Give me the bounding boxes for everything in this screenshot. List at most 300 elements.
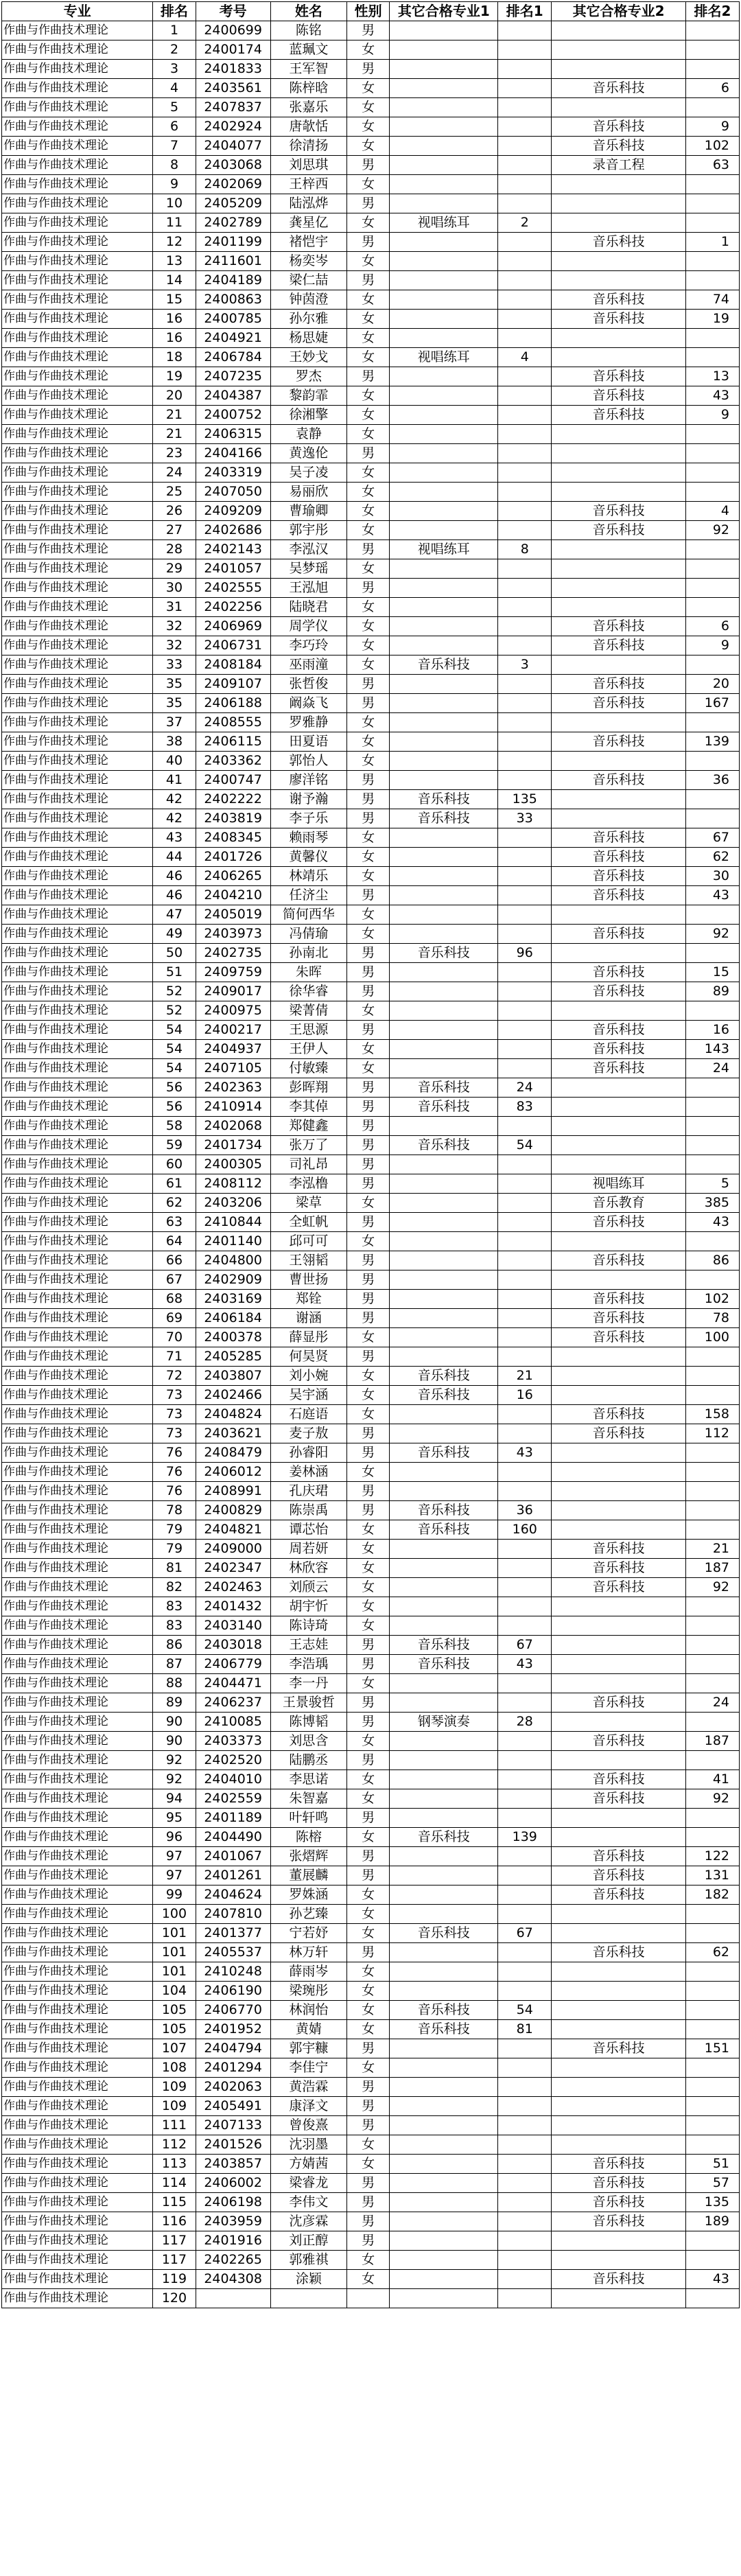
rank-1-cell	[498, 40, 552, 60]
rank-1-cell	[498, 2039, 552, 2058]
exam-id-cell: 2404166	[196, 444, 270, 463]
exam-id-cell: 2402265	[196, 2251, 270, 2270]
other-major-2-cell: 音乐科技	[552, 1866, 686, 1885]
major-cell: 作曲与作曲技术理论	[2, 1194, 153, 1213]
header-row	[2, 2, 740, 21]
gender-cell: 男	[346, 156, 389, 175]
rank-2-cell: 182	[686, 1885, 740, 1905]
rank-cell: 37	[153, 713, 196, 732]
gender-cell: 男	[346, 694, 389, 713]
other-major-1-cell	[390, 1328, 498, 1347]
gender-cell: 男	[346, 1117, 389, 1136]
table-row	[2, 905, 740, 925]
rank-2-cell	[686, 444, 740, 463]
gender-cell: 男	[346, 1270, 389, 1290]
exam-id-cell: 2400975	[196, 1001, 270, 1021]
name-cell: 黄馨仪	[270, 848, 346, 867]
table-row	[2, 1982, 740, 2001]
other-major-2-cell	[552, 1117, 686, 1136]
rank-cell: 117	[153, 2251, 196, 2270]
rank-cell: 96	[153, 1828, 196, 1847]
rank-2-cell: 30	[686, 867, 740, 886]
other-major-1-cell: 视唱练耳	[390, 213, 498, 233]
rank-2-cell	[686, 1809, 740, 1828]
rank-cell: 104	[153, 1982, 196, 2001]
other-major-1-cell	[390, 1943, 498, 1962]
rank-1-cell: 160	[498, 1520, 552, 1540]
other-major-2-cell: 视唱练耳	[552, 1174, 686, 1194]
exam-id-cell: 2406002	[196, 2174, 270, 2193]
major-cell: 作曲与作曲技术理论	[2, 1155, 153, 1174]
rank-1-cell	[498, 1482, 552, 1501]
rank-1-cell: 3	[498, 655, 552, 675]
other-major-1-cell	[390, 2251, 498, 2270]
major-cell: 作曲与作曲技术理论	[2, 1828, 153, 1847]
rank-cell: 105	[153, 2020, 196, 2039]
major-cell: 作曲与作曲技术理论	[2, 1809, 153, 1828]
other-major-1-cell	[390, 1021, 498, 1040]
rank-2-cell	[686, 1270, 740, 1290]
gender-cell: 男	[346, 1251, 389, 1270]
other-major-2-cell	[552, 40, 686, 60]
table-row	[2, 1098, 740, 1117]
rank-1-cell	[498, 636, 552, 655]
gender-cell: 男	[346, 367, 389, 386]
table-row	[2, 2231, 740, 2251]
major-cell: 作曲与作曲技术理论	[2, 732, 153, 752]
other-major-1-cell	[390, 905, 498, 925]
table-row	[2, 540, 740, 559]
col-header-rank-2: 排名2	[686, 2, 740, 21]
table-row	[2, 1501, 740, 1520]
col-header-name: 姓名	[270, 2, 346, 21]
other-major-1-cell	[390, 636, 498, 655]
gender-cell: 女	[346, 1386, 389, 1405]
rank-2-cell	[686, 40, 740, 60]
table-row	[2, 2116, 740, 2135]
table-row	[2, 752, 740, 771]
table-row	[2, 886, 740, 905]
other-major-1-cell	[390, 194, 498, 213]
rank-cell: 10	[153, 194, 196, 213]
table-row	[2, 1751, 740, 1770]
rank-cell: 72	[153, 1367, 196, 1386]
rank-cell: 101	[153, 1962, 196, 1982]
name-cell: 刘正醇	[270, 2231, 346, 2251]
rank-1-cell	[498, 1405, 552, 1424]
other-major-1-cell	[390, 2174, 498, 2193]
exam-id-cell: 2403621	[196, 1424, 270, 1443]
other-major-1-cell	[390, 675, 498, 694]
gender-cell: 男	[346, 1866, 389, 1885]
rank-2-cell: 102	[686, 137, 740, 156]
rank-cell: 54	[153, 1021, 196, 1040]
other-major-2-cell: 音乐科技	[552, 2174, 686, 2193]
major-cell: 作曲与作曲技术理论	[2, 1847, 153, 1866]
rank-cell: 73	[153, 1424, 196, 1443]
gender-cell: 男	[346, 886, 389, 905]
other-major-1-cell	[390, 137, 498, 156]
name-cell: 李子乐	[270, 809, 346, 828]
rank-2-cell: 89	[686, 982, 740, 1001]
other-major-2-cell	[552, 213, 686, 233]
table-row	[2, 1885, 740, 1905]
other-major-2-cell	[552, 2058, 686, 2078]
rank-2-cell: 24	[686, 1059, 740, 1078]
table-row	[2, 982, 740, 1001]
major-cell: 作曲与作曲技术理论	[2, 137, 153, 156]
rank-cell: 52	[153, 1001, 196, 1021]
other-major-1-cell	[390, 1789, 498, 1809]
other-major-2-cell: 音乐科技	[552, 117, 686, 137]
rank-cell: 119	[153, 2270, 196, 2289]
exam-id-cell: 2402466	[196, 1386, 270, 1405]
rank-2-cell: 16	[686, 1021, 740, 1040]
exam-id-cell: 2409209	[196, 502, 270, 521]
major-cell: 作曲与作曲技术理论	[2, 2078, 153, 2097]
exam-id-cell: 2400699	[196, 21, 270, 40]
rank-cell: 120	[153, 2289, 196, 2308]
exam-id-cell: 2403206	[196, 1194, 270, 1213]
rank-1-cell	[498, 1578, 552, 1597]
name-cell: 李泓橹	[270, 1174, 346, 1194]
major-cell: 作曲与作曲技术理论	[2, 2270, 153, 2289]
exam-id-cell: 2403362	[196, 752, 270, 771]
major-cell: 作曲与作曲技术理论	[2, 1905, 153, 1924]
exam-id-cell: 2402222	[196, 790, 270, 809]
table-row	[2, 1789, 740, 1809]
exam-id-cell: 2408555	[196, 713, 270, 732]
gender-cell: 男	[346, 675, 389, 694]
major-cell: 作曲与作曲技术理论	[2, 271, 153, 290]
table-row	[2, 60, 740, 79]
table-row	[2, 2270, 740, 2289]
rank-2-cell	[686, 1962, 740, 1982]
rank-2-cell	[686, 1386, 740, 1405]
gender-cell: 女	[346, 1616, 389, 1636]
exam-id-cell: 2401199	[196, 233, 270, 252]
other-major-1-cell	[390, 1482, 498, 1501]
other-major-2-cell: 音乐科技	[552, 732, 686, 752]
other-major-1-cell	[390, 463, 498, 483]
rank-cell: 21	[153, 406, 196, 425]
other-major-1-cell: 音乐科技	[390, 1828, 498, 1847]
other-major-2-cell	[552, 21, 686, 40]
exam-id-cell: 2401526	[196, 2135, 270, 2155]
major-cell: 作曲与作曲技术理论	[2, 925, 153, 944]
name-cell: 田夏语	[270, 732, 346, 752]
major-cell: 作曲与作曲技术理论	[2, 194, 153, 213]
other-major-1-cell	[390, 713, 498, 732]
major-cell: 作曲与作曲技术理论	[2, 655, 153, 675]
rank-cell: 6	[153, 117, 196, 137]
rank-cell: 54	[153, 1059, 196, 1078]
rank-1-cell: 28	[498, 1713, 552, 1732]
major-cell: 作曲与作曲技术理论	[2, 213, 153, 233]
exam-id-cell: 2403819	[196, 809, 270, 828]
table-row	[2, 1251, 740, 1270]
rank-2-cell	[686, 1347, 740, 1367]
other-major-1-cell	[390, 1962, 498, 1982]
major-cell: 作曲与作曲技术理论	[2, 1251, 153, 1270]
rank-1-cell	[498, 848, 552, 867]
major-cell: 作曲与作曲技术理论	[2, 2155, 153, 2174]
rank-1-cell	[498, 233, 552, 252]
rank-cell: 44	[153, 848, 196, 867]
exam-id-cell: 2401734	[196, 1136, 270, 1155]
major-cell: 作曲与作曲技术理论	[2, 1232, 153, 1251]
rank-1-cell	[498, 905, 552, 925]
rank-2-cell	[686, 329, 740, 348]
rank-2-cell	[686, 713, 740, 732]
rank-2-cell: 100	[686, 1328, 740, 1347]
gender-cell: 女	[346, 828, 389, 848]
other-major-2-cell: 音乐科技	[552, 1309, 686, 1328]
major-cell: 作曲与作曲技术理论	[2, 1174, 153, 1194]
gender-cell: 男	[346, 790, 389, 809]
rank-cell: 27	[153, 521, 196, 540]
table-row	[2, 655, 740, 675]
gender-cell: 女	[346, 483, 389, 502]
exam-id-cell: 2402347	[196, 1559, 270, 1578]
name-cell: 黄婧	[270, 2020, 346, 2039]
table-row	[2, 1405, 740, 1424]
major-cell: 作曲与作曲技术理论	[2, 1367, 153, 1386]
col-header-major: 专业	[2, 2, 153, 21]
gender-cell: 男	[346, 444, 389, 463]
table-row	[2, 1424, 740, 1443]
name-cell: 杨思婕	[270, 329, 346, 348]
rank-2-cell: 143	[686, 1040, 740, 1059]
col-header-other-major-2: 其它合格专业2	[552, 2, 686, 21]
gender-cell: 女	[346, 2020, 389, 2039]
table-row	[2, 1232, 740, 1251]
other-major-1-cell: 音乐科技	[390, 790, 498, 809]
rank-2-cell	[686, 1616, 740, 1636]
gender-cell: 女	[346, 290, 389, 310]
rank-1-cell	[498, 310, 552, 329]
gender-cell: 男	[346, 1424, 389, 1443]
rank-1-cell	[498, 579, 552, 598]
rank-1-cell	[498, 502, 552, 521]
other-major-2-cell	[552, 1443, 686, 1463]
other-major-2-cell	[552, 559, 686, 579]
major-cell: 作曲与作曲技术理论	[2, 1405, 153, 1424]
name-cell: 林欣容	[270, 1559, 346, 1578]
rank-2-cell: 63	[686, 156, 740, 175]
rank-cell: 73	[153, 1386, 196, 1405]
other-major-2-cell	[552, 98, 686, 117]
other-major-2-cell	[552, 1367, 686, 1386]
rank-1-cell	[498, 2251, 552, 2270]
table-row	[2, 175, 740, 194]
table-row	[2, 1616, 740, 1636]
other-major-1-cell	[390, 848, 498, 867]
table-row	[2, 386, 740, 406]
gender-cell: 女	[346, 1232, 389, 1251]
name-cell: 陈博韬	[270, 1713, 346, 1732]
gender-cell: 男	[346, 21, 389, 40]
other-major-2-cell	[552, 1520, 686, 1540]
exam-id-cell: 2402686	[196, 521, 270, 540]
rank-2-cell	[686, 1674, 740, 1693]
major-cell: 作曲与作曲技术理论	[2, 1924, 153, 1943]
major-cell: 作曲与作曲技术理论	[2, 1693, 153, 1713]
rank-cell: 111	[153, 2116, 196, 2135]
major-cell: 作曲与作曲技术理论	[2, 156, 153, 175]
table-row	[2, 2212, 740, 2231]
rank-cell: 35	[153, 694, 196, 713]
exam-id-cell: 2403807	[196, 1367, 270, 1386]
exam-id-cell: 2400752	[196, 406, 270, 425]
rank-2-cell	[686, 1982, 740, 2001]
table-row	[2, 483, 740, 502]
major-cell: 作曲与作曲技术理论	[2, 1270, 153, 1290]
rank-cell: 107	[153, 2039, 196, 2058]
name-cell: 刘思含	[270, 1732, 346, 1751]
rank-2-cell	[686, 1501, 740, 1520]
gender-cell: 女	[346, 1982, 389, 2001]
col-header-rank: 排名	[153, 2, 196, 21]
other-major-1-cell	[390, 1578, 498, 1597]
exam-id-cell	[196, 2289, 270, 2308]
major-cell: 作曲与作曲技术理论	[2, 2289, 153, 2308]
major-cell: 作曲与作曲技术理论	[2, 386, 153, 406]
name-cell: 唐欹恬	[270, 117, 346, 137]
other-major-2-cell	[552, 1482, 686, 1501]
name-cell: 沈羽墨	[270, 2135, 346, 2155]
rank-cell: 38	[153, 732, 196, 752]
name-cell: 巫雨潼	[270, 655, 346, 675]
other-major-1-cell	[390, 252, 498, 271]
other-major-1-cell: 音乐科技	[390, 655, 498, 675]
rank-1-cell	[498, 117, 552, 137]
exam-id-cell: 2406188	[196, 694, 270, 713]
rank-2-cell	[686, 790, 740, 809]
other-major-1-cell	[390, 1751, 498, 1770]
other-major-1-cell	[390, 117, 498, 137]
rank-cell: 46	[153, 867, 196, 886]
other-major-2-cell: 音乐科技	[552, 675, 686, 694]
other-major-1-cell: 音乐科技	[390, 1520, 498, 1540]
major-cell: 作曲与作曲技术理论	[2, 2058, 153, 2078]
other-major-2-cell	[552, 1828, 686, 1847]
other-major-2-cell: 音乐科技	[552, 867, 686, 886]
rank-2-cell	[686, 1828, 740, 1847]
table-row	[2, 444, 740, 463]
rank-cell: 42	[153, 809, 196, 828]
name-cell: 彭晖翔	[270, 1078, 346, 1098]
rank-cell: 113	[153, 2155, 196, 2174]
table-row	[2, 925, 740, 944]
rank-2-cell: 51	[686, 2155, 740, 2174]
rank-1-cell	[498, 752, 552, 771]
table-row	[2, 1943, 740, 1962]
rank-1-cell	[498, 1943, 552, 1962]
other-major-1-cell: 音乐科技	[390, 809, 498, 828]
name-cell: 黄浩霖	[270, 2078, 346, 2097]
rank-1-cell	[498, 1251, 552, 1270]
name-cell: 林万轩	[270, 1943, 346, 1962]
rank-cell: 52	[153, 982, 196, 1001]
exam-id-cell: 2410085	[196, 1713, 270, 1732]
major-cell: 作曲与作曲技术理论	[2, 1540, 153, 1559]
exam-id-cell: 2406265	[196, 867, 270, 886]
other-major-2-cell: 音乐科技	[552, 2212, 686, 2231]
exam-id-cell: 2405491	[196, 2097, 270, 2116]
table-row	[2, 521, 740, 540]
major-cell: 作曲与作曲技术理论	[2, 1962, 153, 1982]
name-cell: 曹世扬	[270, 1270, 346, 1290]
table-row	[2, 1732, 740, 1751]
rank-1-cell	[498, 617, 552, 636]
gender-cell: 女	[346, 79, 389, 98]
name-cell: 王妙戈	[270, 348, 346, 367]
other-major-1-cell: 视唱练耳	[390, 348, 498, 367]
rank-1-cell: 24	[498, 1078, 552, 1098]
exam-id-cell: 2402363	[196, 1078, 270, 1098]
exam-id-cell: 2402069	[196, 175, 270, 194]
name-cell: 王泓旭	[270, 579, 346, 598]
gender-cell: 女	[346, 1520, 389, 1540]
exam-id-cell: 2401377	[196, 1924, 270, 1943]
name-cell: 陈崇禹	[270, 1501, 346, 1520]
name-cell: 梁仁喆	[270, 271, 346, 290]
table-row	[2, 271, 740, 290]
name-cell: 褚恺宇	[270, 233, 346, 252]
major-cell: 作曲与作曲技术理论	[2, 1655, 153, 1674]
major-cell: 作曲与作曲技术理论	[2, 540, 153, 559]
rank-cell: 60	[153, 1155, 196, 1174]
table-row	[2, 1713, 740, 1732]
rank-1-cell	[498, 2270, 552, 2289]
gender-cell: 女	[346, 1328, 389, 1347]
rank-2-cell	[686, 905, 740, 925]
gender-cell: 女	[346, 1405, 389, 1424]
rank-1-cell: 33	[498, 809, 552, 828]
exam-id-cell: 2401261	[196, 1866, 270, 1885]
col-header-gender: 性别	[346, 2, 389, 21]
table-row	[2, 1597, 740, 1616]
rank-cell: 115	[153, 2193, 196, 2212]
other-major-2-cell: 录音工程	[552, 156, 686, 175]
exam-id-cell: 2403319	[196, 463, 270, 483]
gender-cell	[346, 2289, 389, 2308]
table-row	[2, 348, 740, 367]
gender-cell: 女	[346, 40, 389, 60]
rank-cell: 109	[153, 2078, 196, 2097]
rank-1-cell: 54	[498, 1136, 552, 1155]
rank-2-cell: 21	[686, 1540, 740, 1559]
rank-cell: 101	[153, 1943, 196, 1962]
rank-1-cell	[498, 463, 552, 483]
rank-cell: 99	[153, 1885, 196, 1905]
exam-id-cell: 2403068	[196, 156, 270, 175]
other-major-2-cell: 音乐科技	[552, 636, 686, 655]
gender-cell: 女	[346, 98, 389, 117]
rank-cell: 54	[153, 1040, 196, 1059]
exam-id-cell: 2406115	[196, 732, 270, 752]
exam-id-cell: 2409759	[196, 963, 270, 982]
name-cell: 陈梓晗	[270, 79, 346, 98]
other-major-2-cell: 音乐科技	[552, 367, 686, 386]
table-row	[2, 1693, 740, 1713]
name-cell: 王翎韬	[270, 1251, 346, 1270]
other-major-1-cell	[390, 1117, 498, 1136]
rank-1-cell: 21	[498, 1367, 552, 1386]
exam-id-cell: 2407235	[196, 367, 270, 386]
rank-2-cell: 13	[686, 367, 740, 386]
